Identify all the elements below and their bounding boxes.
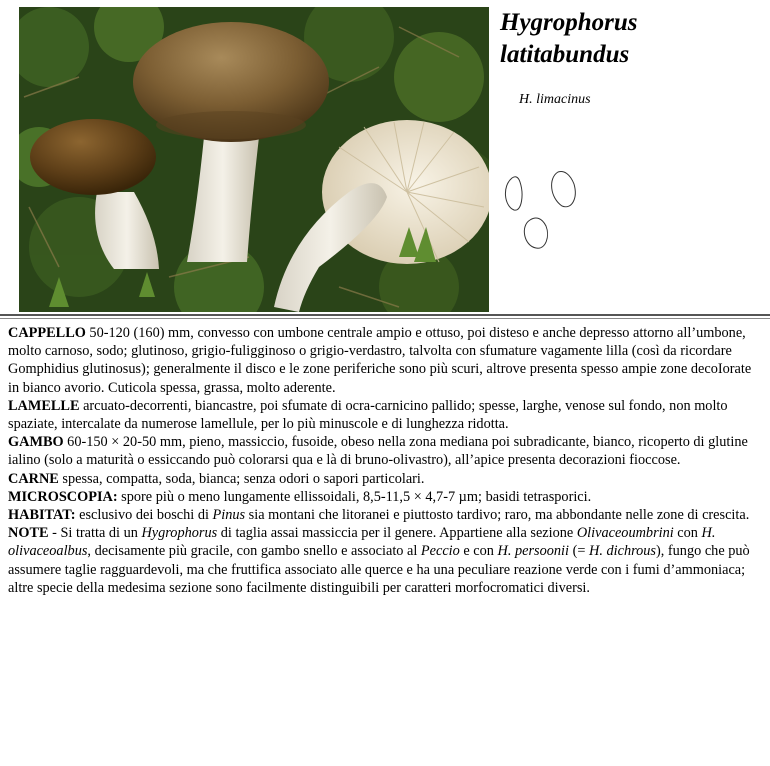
section-note: NOTE - Si tratta di un Hygrophorus di taglia assai massiccia per il genere. Appartiene alla sezione Olivaceoumbrini con H. olivaceoalbus, decisamente più gracile, con gambo snello e associato al Peccio e con H. persoonii (= H. dichrous), fungo che può assumere taglie ragguardevoli, ma che fruttifica associato alle querce e ha una peculiare reazione verde con i fumi d’ammoniaca; altre specie della medesima sezione sono facilmente distinguibili per caratteri morfocromatici diversi.	[8, 525, 750, 596]
species-title	[500, 7, 765, 71]
species-synonym: H. limacinus	[519, 92, 591, 107]
mushroom-photo	[19, 7, 489, 312]
section-label: NOTE	[8, 525, 49, 542]
spore-illustration	[500, 168, 590, 253]
section-label: GAMBO	[8, 434, 64, 451]
section-microscopia	[8, 488, 760, 506]
section-label: MICROSCOPIA:	[8, 488, 118, 505]
spore-outline	[524, 218, 547, 248]
section-carne	[8, 470, 760, 488]
separator-line-thin	[0, 318, 770, 319]
section-label: HABITAT:	[8, 507, 76, 524]
section-label: LAMELLE	[8, 397, 80, 414]
section-cappello	[8, 324, 760, 397]
section-text: spore più o meno lungamente ellissoidali, 8,5-11,5 × 4,7-7 µm; basidi tetrasporici.	[117, 488, 592, 505]
section-habitat: HABITAT: esclusivo dei boschi di Pinus sia montani che litoranei e piuttosto tardivo; raro, ma abbondante nelle zone di crescita.	[8, 507, 750, 524]
section-text: 50-120 (160) mm, convesso con umbone centrale ampio e ottuso, poi disteso e anche depresso attorno all’umbone, molto carnoso, sodo; glutinoso, grigio-fuligginoso o grigio-verdastro, talvolta con sfumature vagamente lilla (così da ricordare Gomphidius glutinosus); generalmente il disco e le zone periferiche sono più scuri, altrove presenta spesso ampie zone decoIorate in bianco avorio. Cuticola spessa, grassa, molto aderente.	[8, 325, 752, 396]
section-label: CAPPELLO	[8, 325, 86, 341]
spore-outline	[505, 177, 522, 210]
species-title-epithet: latitabundus	[500, 41, 630, 68]
section-gambo	[8, 433, 760, 469]
species-description	[8, 324, 760, 597]
species-title-genus: Hygrophorus	[500, 9, 638, 36]
section-text: 60-150 × 20-50 mm, pieno, massiccio, fusoide, obeso nella zona mediana poi subradicante, bianco, ricoperto di glutine ialino (solo a maturità o essiccando può colorarsi qua e là di bruno-olivastro), all’apice presenta decorazioni fioccose.	[8, 434, 748, 469]
separator-line	[0, 314, 770, 316]
section-text: spessa, compatta, soda, bianca; senza odori o sapori particolari.	[58, 470, 425, 487]
section-text: arcuato-decorrenti, biancastre, poi sfumate di ocra-carnicino pallido; spesse, larghe, venose sul fondo, non molto spaziate, intercalate da numerose lamellule, per lo più minuscole e di lunghezza ridotta.	[8, 397, 728, 433]
spore-outline	[552, 172, 576, 207]
section-lamelle	[8, 397, 760, 433]
section-label: CARNE	[8, 470, 59, 487]
